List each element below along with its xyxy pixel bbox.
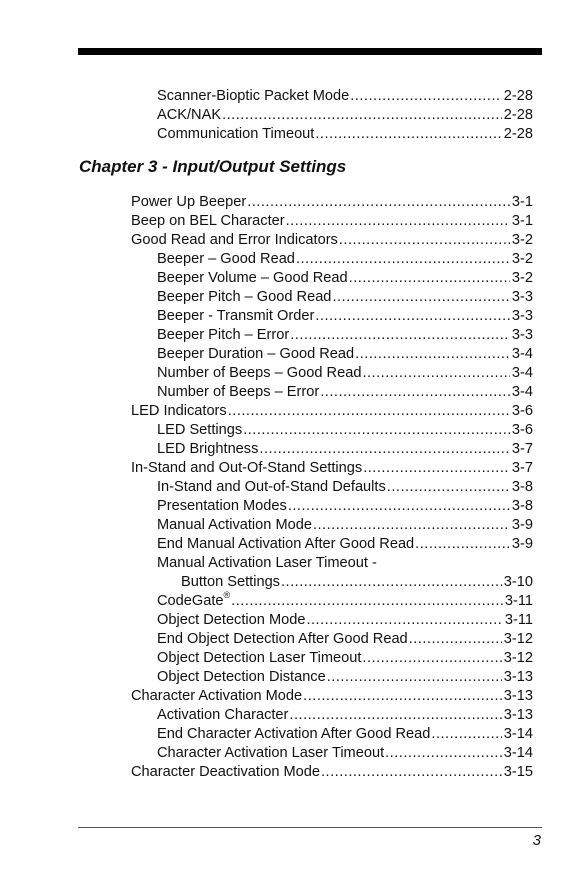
toc-entry[interactable]: [157, 440, 533, 459]
toc-entry[interactable]: [157, 288, 533, 307]
toc-entry-page: 3-9: [511, 536, 533, 552]
toc-entry[interactable]: [157, 383, 533, 402]
toc-entry-title: Communication Timeout: [157, 126, 315, 142]
toc-entry-title: Manual Activation Mode: [157, 517, 312, 533]
dot-leader: [362, 649, 501, 668]
dot-leader: [362, 364, 509, 383]
toc-entry[interactable]: [157, 516, 533, 535]
toc-entry-title: End Manual Activation After Good Read: [157, 536, 415, 552]
toc-entry-page: 3-1: [511, 213, 533, 229]
toc-entry-title: End Object Detection After Good Read: [157, 631, 408, 647]
toc-entry-page: 3-7: [511, 460, 533, 476]
toc-entry[interactable]: [157, 497, 533, 516]
dot-leader: [286, 212, 510, 231]
toc-entry[interactable]: [157, 106, 533, 125]
toc-entry-title: Good Read and Error Indicators: [131, 232, 338, 248]
toc-entry[interactable]: [131, 459, 533, 478]
toc-entry-page: 3-15: [503, 764, 533, 780]
toc-entry-page: 3-2: [511, 232, 533, 248]
toc-entry[interactable]: [157, 706, 533, 725]
toc-entry-page: 2-28: [503, 107, 533, 123]
toc-entry[interactable]: [157, 326, 533, 345]
dot-leader: [290, 326, 510, 345]
dot-leader: [349, 269, 510, 288]
toc-entry-page: 3-14: [503, 726, 533, 742]
toc-entry-title: Manual Activation Laser Timeout -: [157, 555, 377, 571]
toc-entry-title: Number of Beeps – Good Read: [157, 365, 362, 381]
toc-entry[interactable]: [131, 402, 533, 421]
toc-entry-title: Button Settings: [181, 574, 280, 590]
toc-entry[interactable]: [157, 611, 533, 630]
toc-entry[interactable]: [131, 763, 533, 782]
toc-entry[interactable]: [157, 269, 533, 288]
dot-leader: [339, 231, 510, 250]
toc-entry[interactable]: [157, 345, 533, 364]
dot-leader: [259, 440, 510, 459]
toc-entry-page: 3-3: [511, 327, 533, 343]
toc-entry[interactable]: [157, 421, 533, 440]
toc-entry-title: Beeper – Good Read: [157, 251, 295, 267]
toc-entry-title: Number of Beeps – Error: [157, 384, 320, 400]
toc-entry[interactable]: [157, 535, 533, 554]
toc-entry[interactable]: [157, 554, 533, 573]
toc-entry[interactable]: [157, 478, 533, 497]
toc-entry-page: 2-28: [503, 88, 533, 104]
dot-leader: [288, 497, 510, 516]
toc-entry[interactable]: [131, 231, 533, 250]
toc-entry-title: End Character Activation After Good Read: [157, 726, 431, 742]
toc-entry-title: Character Activation Laser Timeout: [157, 745, 385, 761]
toc-entry-page: 3-7: [511, 441, 533, 457]
toc-entry-title: LED Settings: [157, 422, 243, 438]
toc-entry-title: Beeper - Transmit Order: [157, 308, 315, 324]
toc-entry-page: 3-4: [511, 365, 533, 381]
dot-leader: [327, 668, 502, 687]
toc-entry-page: 2-28: [503, 126, 533, 142]
dot-leader: [350, 87, 502, 106]
toc-entry-page: 3-9: [511, 517, 533, 533]
toc-entry-title: ACK/NAK: [157, 107, 222, 123]
dot-leader: [387, 478, 510, 497]
toc-entry-title: In-Stand and Out-Of-Stand Settings: [131, 460, 363, 476]
dot-leader: [315, 307, 510, 326]
dot-leader: [231, 592, 503, 611]
toc-entry-page: 3-13: [503, 707, 533, 723]
dot-leader: [296, 250, 510, 269]
toc-entry-title: Beeper Pitch – Good Read: [157, 289, 332, 305]
toc-entry-title: Activation Character: [157, 707, 289, 723]
dot-leader: [281, 573, 502, 592]
toc-entry-title: Character Deactivation Mode: [131, 764, 320, 780]
toc-entry-title: Power Up Beeper: [131, 194, 247, 210]
dot-leader: [313, 516, 510, 535]
dot-leader: [303, 687, 502, 706]
page-number: 3: [532, 832, 541, 849]
toc-entry-title: Object Detection Mode: [157, 612, 306, 628]
toc-entry[interactable]: [157, 668, 533, 687]
dot-leader: [247, 193, 510, 212]
toc-entry-title: Beeper Pitch – Error: [157, 327, 290, 343]
toc-entry[interactable]: [131, 212, 533, 231]
toc-entry[interactable]: [157, 630, 533, 649]
dot-leader: [363, 459, 510, 478]
toc-entry-title: Presentation Modes: [157, 498, 287, 514]
dot-leader: [431, 725, 501, 744]
toc-entry-page: 3-4: [511, 384, 533, 400]
toc-entry-page: 3-2: [511, 251, 533, 267]
toc-entry-page: 3-6: [511, 403, 533, 419]
registered-mark: ®: [223, 590, 231, 601]
toc-entry[interactable]: [157, 364, 533, 383]
toc-entry[interactable]: [157, 744, 533, 763]
dot-leader: [409, 630, 502, 649]
toc-entry-title: Beeper Volume – Good Read: [157, 270, 348, 286]
toc-entry[interactable]: [157, 125, 533, 144]
toc-entry-title: LED Brightness: [157, 441, 259, 457]
toc-entry-page: 3-8: [511, 479, 533, 495]
toc-entry-title: Beeper Duration – Good Read: [157, 346, 355, 362]
toc-entry-page: 3-11: [504, 593, 533, 609]
toc-entry[interactable]: [157, 725, 533, 744]
top-rule: [78, 48, 542, 55]
dot-leader: [228, 402, 510, 421]
toc-entry-page: 3-13: [503, 669, 533, 685]
dot-leader: [355, 345, 510, 364]
toc-entry-title: Object Detection Distance: [157, 669, 326, 685]
toc-entry[interactable]: [181, 573, 533, 592]
toc-entry-page: 3-10: [503, 574, 533, 590]
toc-entry[interactable]: [157, 307, 533, 326]
toc-entry-page: 3-3: [511, 308, 533, 324]
toc-entry-page: 3-1: [511, 194, 533, 210]
dot-leader: [415, 535, 510, 554]
toc-entry-page: 3-11: [504, 612, 533, 628]
bottom-rule: [78, 827, 542, 828]
toc-entry-page: 3-3: [511, 289, 533, 305]
toc-entry-title: Object Detection Laser Timeout: [157, 650, 362, 666]
toc-entry-page: 3-14: [503, 745, 533, 761]
toc-entry[interactable]: [131, 193, 533, 212]
toc-entry[interactable]: [157, 592, 533, 611]
dot-leader: [320, 383, 510, 402]
dot-leader: [321, 763, 502, 782]
toc-entry-title: Character Activation Mode: [131, 688, 303, 704]
chapter-heading: Chapter 3 - Input/Output Settings: [79, 157, 347, 176]
dot-leader: [332, 288, 509, 307]
toc-entry-page: 3-8: [511, 498, 533, 514]
dot-leader: [289, 706, 501, 725]
toc-entry-title-text: CodeGate: [157, 593, 224, 609]
dot-leader: [315, 125, 501, 144]
dot-leader: [306, 611, 502, 630]
toc-entry-title: In-Stand and Out-of-Stand Defaults: [157, 479, 386, 495]
toc-entry-page: 3-12: [503, 650, 533, 666]
dot-leader: [385, 744, 502, 763]
toc-entry[interactable]: [157, 87, 533, 106]
toc-entry-title: LED Indicators: [131, 403, 227, 419]
toc-entry[interactable]: [157, 649, 533, 668]
toc-entry-page: 3-12: [503, 631, 533, 647]
dot-leader: [222, 106, 502, 125]
dot-leader: [243, 421, 510, 440]
toc-entry[interactable]: [157, 250, 533, 269]
toc-entry-title: Beep on BEL Character: [131, 213, 285, 229]
toc-entry-page: 3-6: [511, 422, 533, 438]
toc-entry-title: [157, 592, 230, 611]
toc-entry-page: 3-2: [511, 270, 533, 286]
toc-entry-page: 3-4: [511, 346, 533, 362]
toc-entry-title: Scanner-Bioptic Packet Mode: [157, 88, 350, 104]
toc-entry-page: 3-13: [503, 688, 533, 704]
toc-entry[interactable]: [131, 687, 533, 706]
